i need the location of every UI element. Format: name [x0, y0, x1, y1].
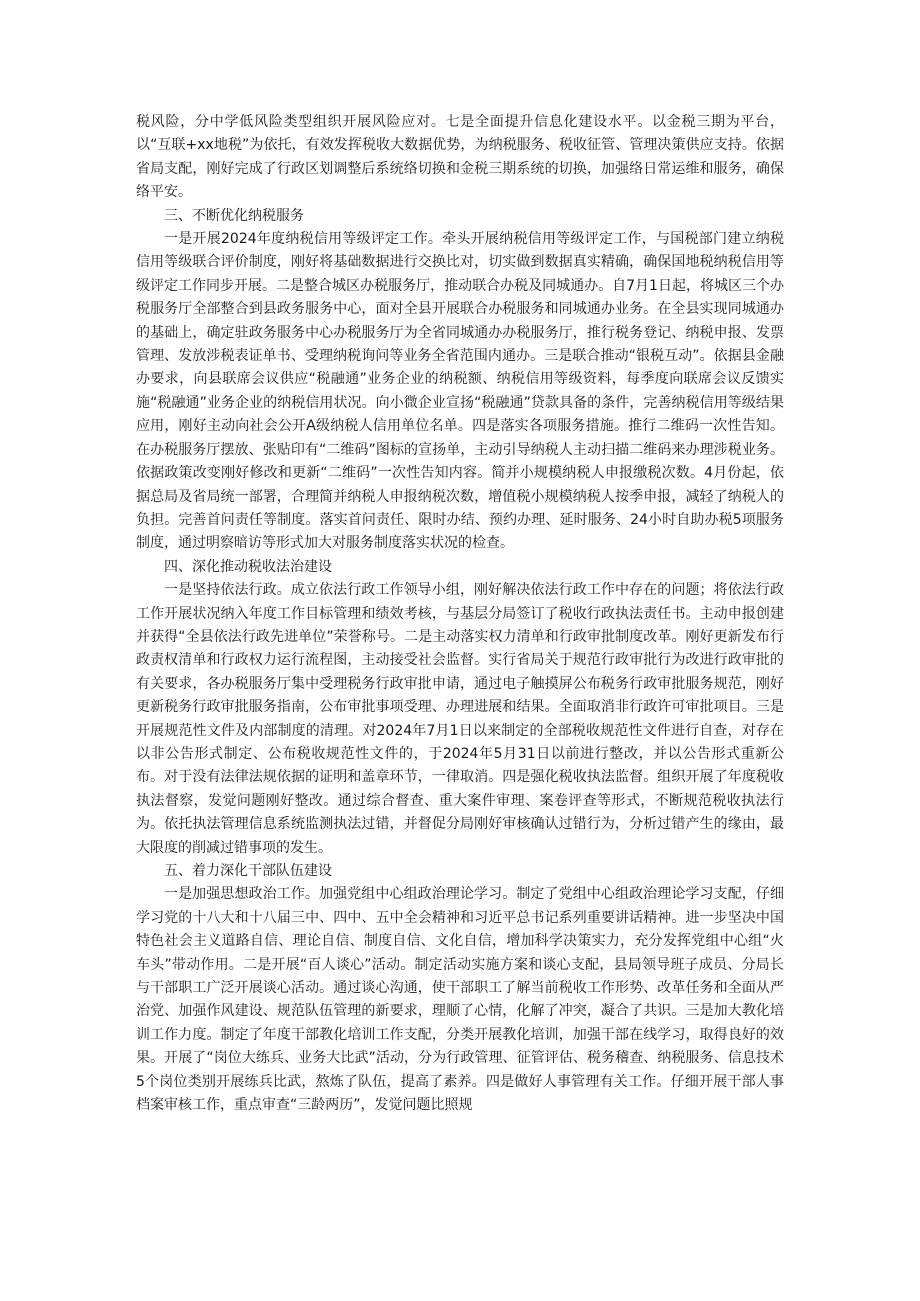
paragraph-section-4: 一是坚持依法行政。成立依法行政工作领导小组，刚好解决依法行政工作中存在的问题；将依法行政工作开展状况纳入年度工作目标管理和绩效考核，与基层分局签订了税收行政执法责任书。主动申报创建并获得“全县依法行政先进单位”荣誉称号。二是主动落实权力清单和行政审批制度改革。刚好更新发布行政责权清单和行政权力运行流程图，主动接受社会监督。实行省局关于规范行政审批行为改进行政审批的有关要求，各办税服务厅集中受理税务行政审批申请，通过电子触摸屏公布税务行政审批服务规范，刚好更新税务行政审批服务指南，公布审批事项受理、办理进展和结果。全面取消非行政许可审批项目。三是开展规范性文件及内部制度的清理。对2024年7月1日以来制定的全部税收规范性文件进行自查，对存在以非公告形式制定、公布税收规范性文件的，于2024年5月31日以前进行整改，并以公告形式重新公布。对于没有法律法规依据的证明和盖章环节，一律取消。四是强化税收执法监督。组织开展了年度税收执法督察，发觉问题刚好整改。通过综合督查、重大案件审理、案卷评查等形式，不断规范税收执法行为。依托执法管理信息系统监测执法过错，并督促分局刚好审核确认过错行为，分析过错产生的缘由，最大限度的削减过错事项的发生。 — [136, 582, 784, 856]
paragraph-section-5: 一是加强思想政治工作。加强党组中心组政治理论学习。制定了党组中心组政治理论学习支配，仔细学习党的十八大和十八届三中、四中、五中全会精神和习近平总书记系列重要讲话精神。进一步坚决中国特色社会主义道路自信、理论自信、制度自信、文化自信，增加科学决策实力，充分发挥党组中心组“火车头”带动作用。二是开展“百人谈心”活动。制定活动实施方案和谈心支配，县局领导班子成员、分局长与干部职工广泛开展谈心活动。通过谈心沟通，使干部职工了解当前税收工作形势、改革任务和全面从严治党、加强作风建设、规范队伍管理的新要求，理顺了心情，化解了冲突，凝合了共识。三是加大教化培训工作力度。制定了年度干部教化培训工作支配，分类开展教化培训，加强干部在线学习，取得良好的效果。开展了“岗位大练兵、业务大比武”活动，分为行政管理、征管评估、税务稽查、纳税服务、信息技术5个岗位类别开展练兵比武，熬炼了队伍，提高了素养。四是做好人事管理有关工作。仔细开展干部人事档案审核工作，重点审查“三龄两历”，发觉问题比照规 — [136, 886, 784, 1114]
section-heading-5: 五、着力深化干部队伍建设 — [164, 863, 332, 879]
document-page — [136, 111, 784, 1117]
paragraph-intro: 税风险，分中学低风险类型组织开展风险应对。七是全面提升信息化建设水平。以金税三期为平台，以“互联+xx地税”为依托，有效发挥税收大数据优势，为纳税服务、税收征管、管理决策供应支持。依据省局支配，刚好完成了行政区划调整后系统络切换和金税三期系统的切换，加强络日常运维和服务，确保络平安。 — [136, 114, 784, 201]
section-heading-3: 三、不断优化纳税服务 — [164, 207, 304, 224]
section-heading-4: 四、深化推动税收法治建设 — [164, 558, 332, 575]
paragraph-section-3: 一是开展2024年度纳税信用等级评定工作。牵头开展纳税信用等级评定工作，与国税部门建立纳税信用等级联合评价制度，刚好将基础数据进行交换比对，切实做到数据真实精确，确保国地税纳税信用等级评定工作同步开展。二是整合城区办税服务厅，推动联合办税及同城通办。自7月1日起，将城区三个办税服务厅全部整合到县政务服务中心，面对全县开展联合办税服务和同城通办业务。在全县实现同城通办的基础上，确定驻政务服务中心办税服务厅为全省同城通办办税服务厅，推行税务登记、纳税申报、发票管理、发放涉税表证单书、受理纳税询问等业务全省范围内通办。三是联合推动“银税互动”。依据县金融办要求，向县联席会议供应“税融通”业务企业的纳税额、纳税信用等级资料，每季度向联席会议反馈实施“税融通”业务企业的纳税信用状况。向小微企业宣扬“税融通”贷款具备的条件，完善纳税信用等级结果应用，刚好主动向社会公开A级纳税人信用单位名单。四是落实各项服务措施。推行二维码一次性告知。在办税服务厅摆放、张贴印有“二维码”图标的宣扬单，主动引导纳税人主动扫描二维码来办理涉税业务。依据政策改变刚好修改和更新“二维码”一次性告知内容。简并小规模纳税人申报缴税次数。4月份起，依据总局及省局统一部署，合理简并纳税人申报纳税次数，增值税小规模纳税人按季申报，减轻了纳税人的负担。完善首问责任等制度。落实首问责任、限时办结、预约办理、延时服务、24小时自助办税5项服务制度，通过明察暗访等形式加大对服务制度落实状况的检查。 — [136, 231, 784, 552]
